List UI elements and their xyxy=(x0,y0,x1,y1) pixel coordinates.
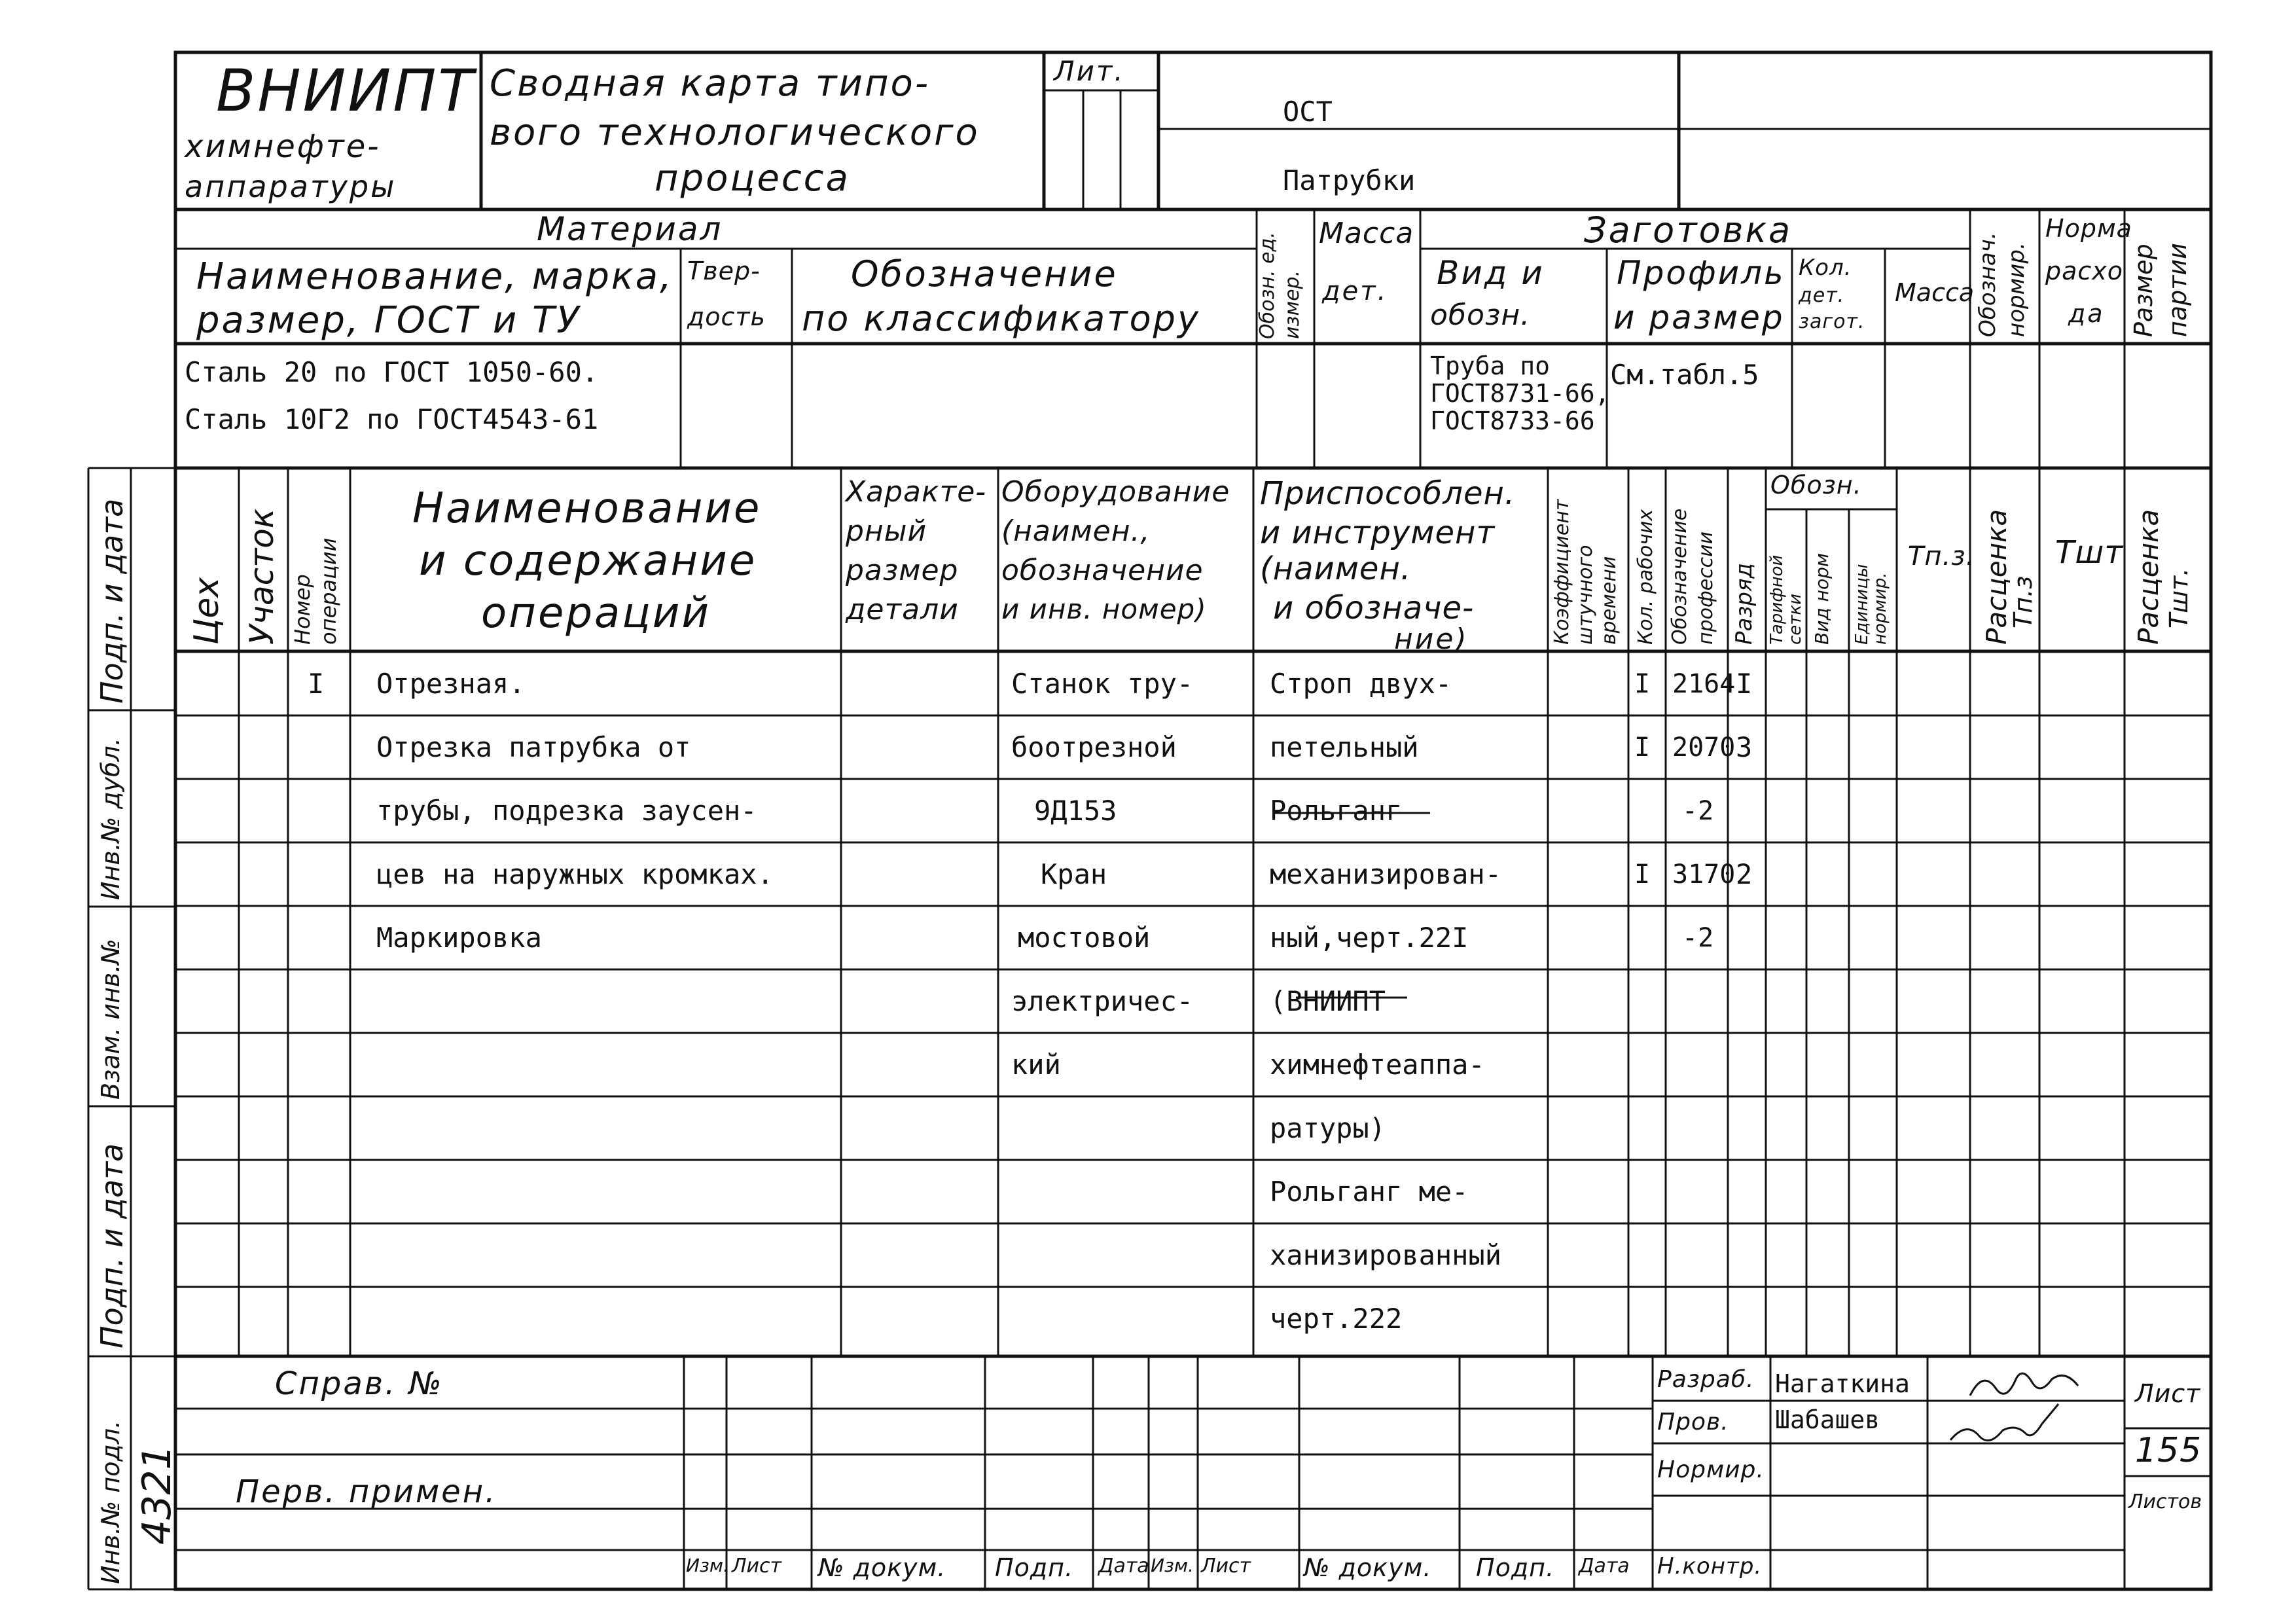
stamp-col-izm: Изм. xyxy=(686,1555,729,1576)
char-size-header-3: размер xyxy=(846,554,959,587)
equipment-header-1: Оборудование xyxy=(1001,475,1230,509)
org-name: ВНИИПТ xyxy=(216,57,476,124)
price-tsht-header-1: Расценка xyxy=(2132,509,2164,645)
op-description-cell: Маркировка xyxy=(376,922,542,954)
price-tpz-header-1: Расценка xyxy=(1981,509,2013,645)
lit-label: Лит. xyxy=(1054,55,1125,87)
op-grade-cell: 3 xyxy=(1736,731,1753,763)
margin-inv-dubl: Инв.№ дубл. xyxy=(96,738,125,900)
stamp-col-list-2: Лист xyxy=(1201,1555,1251,1578)
mass-header-2: дет. xyxy=(1322,276,1388,306)
equipment-header-3: обозначение xyxy=(1001,554,1204,587)
stamp-first-use: Перв. примен. xyxy=(236,1473,497,1510)
char-size-header-2: рный xyxy=(846,514,927,548)
op-tooling-cell: Рольганг xyxy=(1270,795,1403,827)
op-tooling-cell: (ВНИИПТ xyxy=(1270,985,1386,1017)
rate-header-2: расхо xyxy=(2045,257,2124,285)
workers-header: Кол. рабочих xyxy=(1634,509,1657,645)
tooling-header-5: ние) xyxy=(1394,623,1469,656)
stamp-razrab-label: Разраб. xyxy=(1657,1366,1755,1393)
op-tooling-cell: Рольганг ме- xyxy=(1270,1176,1469,1208)
op-tooling-cell: ратуры) xyxy=(1270,1112,1386,1144)
blank-kind-value-1: Труба по xyxy=(1430,352,1551,380)
op-profession-cell: 3170 xyxy=(1672,859,1736,890)
stamp-col-data-2: Дата xyxy=(1579,1555,1630,1578)
inventory-number: 4321 xyxy=(134,1445,180,1545)
op-description-cell: Отрезка патрубка от xyxy=(376,731,691,763)
op-profession-cell: 2164 xyxy=(1672,669,1736,699)
coef-header-2: штучного xyxy=(1574,545,1597,645)
signature-razrab xyxy=(1970,1373,2078,1396)
op-equipment-cell: электричес- xyxy=(1011,985,1194,1017)
coef-header-1: Коэффициент xyxy=(1551,499,1573,645)
doc-title-line2: вого технологического xyxy=(490,111,980,154)
mass-header-1: Масса xyxy=(1319,217,1414,250)
material-name-header-2: размер, ГОСТ и ТУ xyxy=(196,299,581,342)
stamp-col-list: Лист xyxy=(732,1555,782,1578)
material-row-2: Сталь 10Г2 по ГОСТ4543-61 xyxy=(185,403,599,435)
qty-header-1: Кол. xyxy=(1799,255,1852,281)
tooling-header-4: и обозначе- xyxy=(1273,590,1475,626)
char-size-header-1: Характе- xyxy=(846,475,987,509)
op-profession-cell: 2070 xyxy=(1672,732,1736,763)
profession-header-1: Обозначение xyxy=(1668,508,1691,645)
org-subname-2: аппаратуры xyxy=(185,169,397,204)
op-equipment-cell: боотрезной xyxy=(1011,731,1177,763)
equipment-header-2: (наимен., xyxy=(1001,514,1151,548)
op-tooling-cell: Строп двух- xyxy=(1270,668,1452,700)
op-profession-cell: -2 xyxy=(1682,796,1714,826)
op-description-cell: трубы, подрезка заусен- xyxy=(376,795,757,827)
op-equipment-cell: кий xyxy=(1011,1049,1061,1081)
blank-kind-value-2: ГОСТ8731-66, xyxy=(1430,379,1610,408)
profile-header-1: Профиль xyxy=(1617,254,1785,292)
blank-profile-value: См.табл.5 xyxy=(1610,359,1759,391)
area-header: Участок xyxy=(243,508,281,645)
tsht-header: Тшт xyxy=(2055,534,2124,571)
op-tooling-cell: механизирован- xyxy=(1270,858,1502,890)
stamp-normir-label: Нормир. xyxy=(1657,1456,1765,1483)
op-workers-cell: I xyxy=(1634,732,1651,763)
stamp-col-data: Дата xyxy=(1098,1555,1149,1578)
char-size-header-4: детали xyxy=(846,593,959,626)
tariff-header-2: сетки xyxy=(1785,593,1805,645)
op-tooling-cell: ный,черт.22I xyxy=(1270,922,1469,954)
developer-name: Нагаткина xyxy=(1775,1369,1910,1398)
op-equipment-cell: мостовой xyxy=(1018,922,1151,954)
op-grade-cell: I xyxy=(1736,668,1753,700)
rate-header-1: Норма xyxy=(2045,214,2132,243)
op-equipment-cell: 9Д153 xyxy=(1034,795,1117,827)
sheet-label: Лист xyxy=(2135,1379,2201,1408)
sheets-label: Листов xyxy=(2128,1490,2202,1513)
tariff-header-1: Тарифной xyxy=(1767,554,1787,645)
norm-designation-header-1: Обознач. xyxy=(1975,232,2001,337)
stamp-col-podp-2: Подп. xyxy=(1476,1553,1555,1582)
profession-header-2: профессии xyxy=(1695,531,1717,645)
stamp-sprav: Справ. № xyxy=(275,1365,444,1402)
hardness-header-2: дость xyxy=(687,302,766,331)
stamp-col-dokum-2: № докум. xyxy=(1304,1553,1432,1582)
stamp-col-izm-2: Изм. xyxy=(1151,1555,1194,1576)
margin-inv-podl: Инв.№ подл. xyxy=(96,1420,125,1584)
doc-title-line3: процесса xyxy=(655,157,850,200)
stamp-col-dokum: № докум. xyxy=(818,1553,946,1582)
margin-vzam-inv: Взам. инв.№ xyxy=(96,939,125,1100)
doc-title-line1: Сводная карта типо- xyxy=(490,62,931,105)
op-workers-cell: I xyxy=(1634,859,1651,890)
op-description-cell: Отрезная. xyxy=(376,668,526,700)
classifier-header-2: по классификатору xyxy=(802,298,1200,339)
stamp-prov-label: Пров. xyxy=(1657,1409,1729,1435)
op-equipment-cell: Станок тру- xyxy=(1011,668,1194,700)
ost-label: ОСТ xyxy=(1283,96,1333,128)
batch-header-2: партии xyxy=(2163,243,2192,337)
grade-header: Разряд xyxy=(1731,563,1757,645)
blank-mass-header: Масса xyxy=(1895,278,1975,307)
designation-header: Обозн. xyxy=(1770,471,1862,499)
operation-name-header-3: операций xyxy=(481,589,711,638)
opno-header-1: Номер xyxy=(290,574,315,645)
stamp-nkontr-label: Н.контр. xyxy=(1657,1553,1763,1579)
op-workers-cell: I xyxy=(1634,669,1651,699)
shop-header: Цех xyxy=(187,577,226,645)
op-tooling-cell: черт.222 xyxy=(1270,1303,1403,1335)
sheet-number: 155 xyxy=(2135,1431,2202,1470)
price-tsht-header-2: Тшт. xyxy=(2164,568,2193,628)
margin-sign-date-2: Подп. и дата xyxy=(94,1143,130,1348)
op-tooling-cell: ханизированный xyxy=(1270,1239,1502,1271)
checker-name: Шабашев xyxy=(1775,1405,1880,1434)
op-grade-cell: 2 xyxy=(1736,858,1753,890)
norm-unit-header-2: нормир. xyxy=(1871,572,1890,645)
op-tooling-cell: петельный xyxy=(1270,731,1419,763)
opno-header-2: операции xyxy=(316,537,341,645)
tooling-header-1: Приспособлен. xyxy=(1260,475,1516,512)
product-name: Патрубки xyxy=(1283,164,1416,196)
blank-header: Заготовка xyxy=(1584,209,1793,251)
signature-prov xyxy=(1950,1404,2058,1441)
price-tpz-header-2: Тп.з xyxy=(2009,575,2037,628)
material-row-1: Сталь 20 по ГОСТ 1050-60. xyxy=(185,356,599,388)
unit-header-2: измер. xyxy=(1281,270,1304,339)
batch-header-1: Размер xyxy=(2129,244,2158,337)
op-number-cell: I xyxy=(308,668,325,700)
coef-header-3: времени xyxy=(1598,556,1621,645)
blank-kind-header-2: обозн. xyxy=(1430,298,1531,332)
tooling-header-2: и инструмент xyxy=(1260,514,1496,551)
profile-header-2: и размер xyxy=(1613,298,1785,336)
op-profession-cell: -2 xyxy=(1682,923,1714,953)
margin-sign-date-1: Подп. и дата xyxy=(94,498,130,704)
equipment-header-4: и инв. номер) xyxy=(1001,593,1207,625)
material-header: Материал xyxy=(537,210,723,248)
hardness-header-1: Твер- xyxy=(687,257,761,285)
qty-header-3: загот. xyxy=(1799,310,1865,333)
classifier-header-1: Обозначение xyxy=(851,253,1118,295)
operation-name-header-2: и содержание xyxy=(419,537,757,585)
norm-unit-header-1: Единицы xyxy=(1852,564,1872,645)
tpz-header: Тп.з. xyxy=(1908,541,1975,571)
op-description-cell: цев на наружных кромках. xyxy=(376,858,774,890)
blank-kind-value-3: ГОСТ8733-66 xyxy=(1430,406,1595,435)
material-name-header-1: Наименование, марка, xyxy=(196,255,673,298)
stamp-col-podp: Подп. xyxy=(995,1553,1074,1582)
op-tooling-cell: химнефтеаппа- xyxy=(1270,1049,1485,1081)
norm-designation-header-2: нормир. xyxy=(2003,242,2030,337)
unit-header-1: Обозн. ед. xyxy=(1256,232,1279,339)
org-subname-1: химнефте- xyxy=(185,128,381,165)
blank-kind-header-1: Вид и xyxy=(1437,254,1545,292)
qty-header-2: дет. xyxy=(1799,284,1845,307)
rate-header-3: да xyxy=(2068,299,2105,328)
tooling-header-3: (наимен. xyxy=(1260,550,1412,587)
norm-type-header: Вид норм xyxy=(1811,553,1833,645)
op-equipment-cell: Кран xyxy=(1041,858,1107,890)
operation-name-header-1: Наименование xyxy=(412,484,762,533)
